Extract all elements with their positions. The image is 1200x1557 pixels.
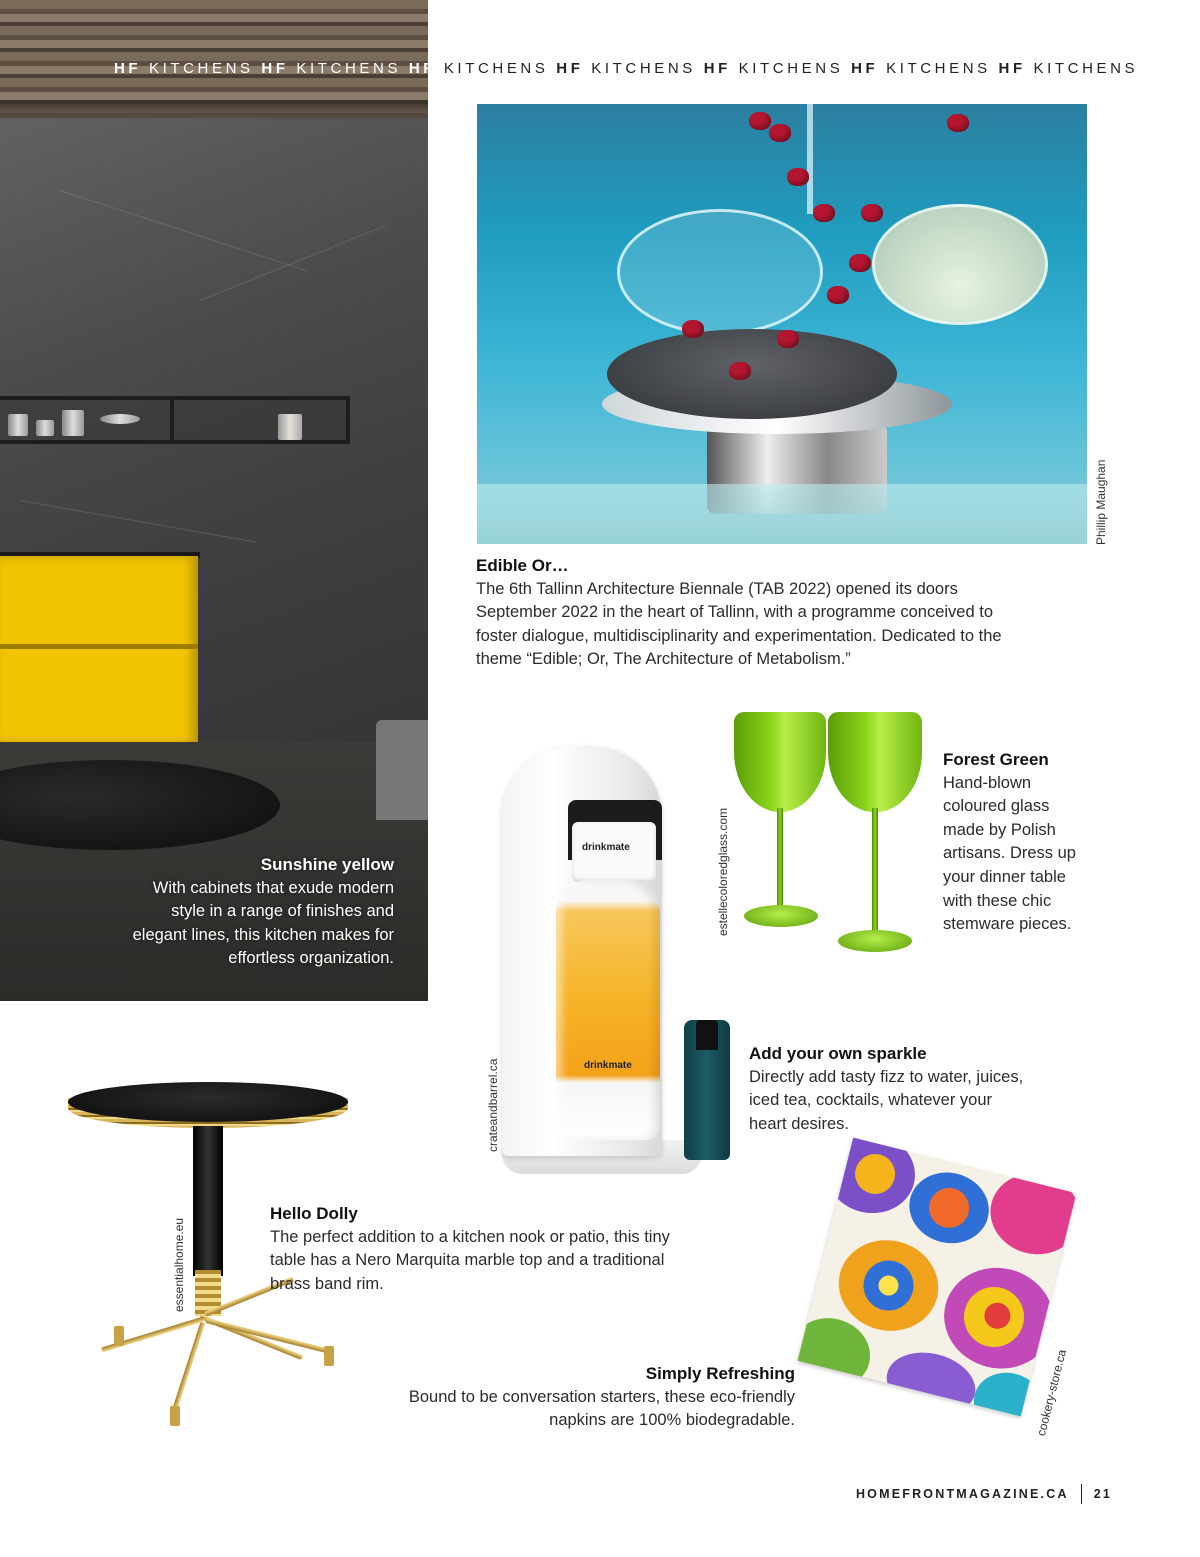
edible-article — [476, 554, 1096, 672]
edible-line: September 2022 in the heart of Tallinn, with a programme conceived to — [476, 603, 993, 622]
sparkle-line: Directly add tasty fizz to water, juices, — [749, 1067, 1024, 1086]
dolly-line: table has a Nero Marquita marble top and a traditional — [270, 1251, 665, 1270]
drinkmate-logo: drinkmate — [584, 1060, 632, 1071]
sunshine-caption — [60, 853, 394, 971]
sparkle-line: heart desires. — [749, 1114, 849, 1133]
header-segment: HF KITCHENS — [703, 60, 844, 77]
header-segment: HF KITCHENS — [261, 60, 402, 77]
page-footer — [856, 1484, 1112, 1504]
header-segment: KITCHENS — [443, 60, 549, 77]
sunshine-title: Sunshine yellow — [260, 855, 394, 874]
header-segment: HF KITCHENS — [851, 60, 991, 77]
sunshine-line: With cabinets that exude modern — [152, 878, 394, 897]
forest-article — [943, 748, 1103, 937]
photo-credit: Phillip Maughan — [1094, 459, 1108, 545]
forest-line: artisans. Dress up — [943, 844, 1076, 863]
juice-bottle — [556, 880, 660, 1140]
wine-credit: estellecoloredglass.com — [716, 807, 730, 936]
sunshine-line: elegant lines, this kitchen makes for — [132, 925, 394, 944]
refresh-article — [340, 1362, 795, 1433]
edible-line: theme “Edible; Or, The Architecture of Metabolism.” — [476, 650, 851, 669]
edible-line: The 6th Tallinn Architecture Biennale (TAB 2022) opened its doors — [476, 579, 958, 598]
kitchen-photo — [0, 0, 428, 1001]
wine-glass-left — [734, 712, 826, 812]
wine-glass-right — [828, 712, 922, 812]
dolly-line: brass band rim. — [270, 1274, 384, 1293]
header-segment: HF KITCHENS — [114, 60, 254, 77]
drinkmate-logo: drinkmate — [582, 842, 630, 853]
yellow-cabinet — [0, 556, 198, 744]
table-post — [193, 1126, 223, 1276]
dolly-line: The perfect addition to a kitchen nook or patio, this tiny — [270, 1227, 670, 1246]
forest-line: with these chic — [943, 891, 1052, 910]
header-segment: HF — [408, 60, 437, 77]
footer-site: HOMEFRONTMAGAZINE.CA — [855, 1487, 1069, 1501]
footer-divider — [1081, 1484, 1082, 1504]
refresh-title: Simply Refreshing — [645, 1364, 795, 1383]
drinkmate-credit: crateandbarrel.ca — [486, 1058, 500, 1152]
sparkle-line: iced tea, cocktails, whatever your — [749, 1091, 993, 1110]
refresh-line: Bound to be conversation starters, these eco-friendly — [408, 1387, 795, 1406]
header-segment: HF KITCHENS — [556, 60, 696, 77]
page-number: 21 — [1093, 1487, 1112, 1501]
edible-line: foster dialogue, multidisciplinarity and experimentation. Dedicated to the — [476, 626, 1002, 645]
refresh-line: napkins are 100% biodegradable. — [549, 1411, 795, 1430]
forest-line: stemware pieces. — [943, 915, 1072, 934]
edible-title: Edible Or… — [476, 556, 569, 575]
table-marble-top — [68, 1082, 348, 1122]
biennale-photo — [477, 104, 1087, 544]
floral-napkins — [798, 1138, 1077, 1417]
forest-line: made by Polish — [943, 820, 1056, 839]
forest-line: your dinner table — [943, 867, 1066, 886]
sparkle-title: Add your own sparkle — [749, 1044, 927, 1063]
sunshine-line: effortless organization. — [228, 949, 394, 967]
sunshine-line: style in a range of finishes and — [171, 902, 394, 920]
sparkle-article — [749, 1042, 1079, 1136]
napkin-credit: cookery-store.ca — [1034, 1347, 1070, 1438]
dolly-title: Hello Dolly — [270, 1204, 358, 1223]
forest-line: Hand-blown — [943, 773, 1032, 792]
forest-title: Forest Green — [943, 750, 1049, 769]
table-credit: essentialhome.eu — [172, 1217, 186, 1312]
section-header — [114, 60, 1139, 77]
header-segment: HF KITCHENS — [998, 60, 1139, 77]
forest-line: coloured glass — [943, 797, 1050, 816]
dolly-article — [270, 1202, 740, 1296]
